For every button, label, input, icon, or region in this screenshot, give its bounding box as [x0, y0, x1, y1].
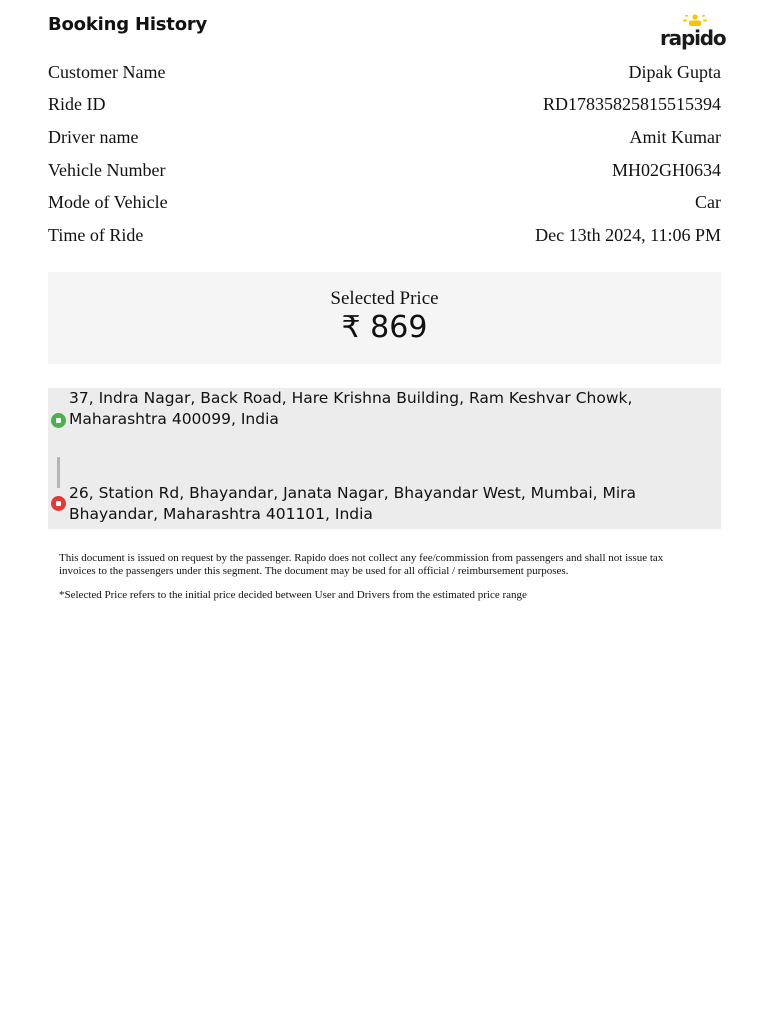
rapido-logo [660, 14, 726, 54]
route-panel [48, 388, 721, 529]
detail-row-mode-of-vehicle [48, 186, 721, 219]
detail-row-driver-name [48, 121, 721, 154]
detail-label: Time of Ride [48, 224, 144, 245]
detail-row-customer-name [48, 56, 721, 89]
detail-row-vehicle-number [48, 154, 721, 187]
detail-label: Customer Name [48, 61, 166, 82]
detail-value: RD17835825815515394 [542, 94, 721, 115]
price-amount: ₹ 869 [341, 310, 428, 345]
page-title: Booking History [48, 14, 208, 35]
detail-value: Dipak Gupta [628, 61, 721, 82]
price-panel [48, 272, 721, 364]
detail-row-time-of-ride [48, 219, 721, 252]
pickup-marker-icon [51, 413, 66, 428]
detail-value: Dec 13th 2024, 11:06 PM [535, 224, 721, 245]
detail-label: Ride ID [48, 94, 106, 115]
price-label: Selected Price [330, 288, 439, 309]
rapido-logo-text: rapido [660, 26, 726, 50]
booking-details [48, 56, 721, 252]
detail-value: Car [695, 192, 721, 213]
disclaimer-text: This document is issued on request by the passenger. Rapido does not collect any fee/commission from passengers and shall not issue tax invoices to the passengers under this segment. The document may be used for all official / reimbursement purposes. [59, 552, 664, 577]
pickup-address: 37, Indra Nagar, Back Road, Hare Krishna Building, Ram Keshvar Chowk, Maharashtra 400099, India [69, 389, 633, 428]
detail-row-ride-id [48, 89, 721, 122]
detail-value: Amit Kumar [629, 126, 721, 147]
detail-label: Driver name [48, 126, 139, 147]
route-connector-line [57, 457, 60, 488]
drop-address: 26, Station Rd, Bhayandar, Janata Nagar, Bhayandar West, Mumbai, Mira Bhayandar, Maharashtra 401101, India [69, 484, 637, 523]
drop-marker-icon [51, 496, 66, 511]
detail-label: Vehicle Number [48, 159, 166, 180]
price-footnote: *Selected Price refers to the initial price decided between User and Drivers from the estimated price range [59, 589, 527, 601]
detail-value: MH02GH0634 [611, 159, 721, 180]
detail-label: Mode of Vehicle [48, 192, 168, 213]
